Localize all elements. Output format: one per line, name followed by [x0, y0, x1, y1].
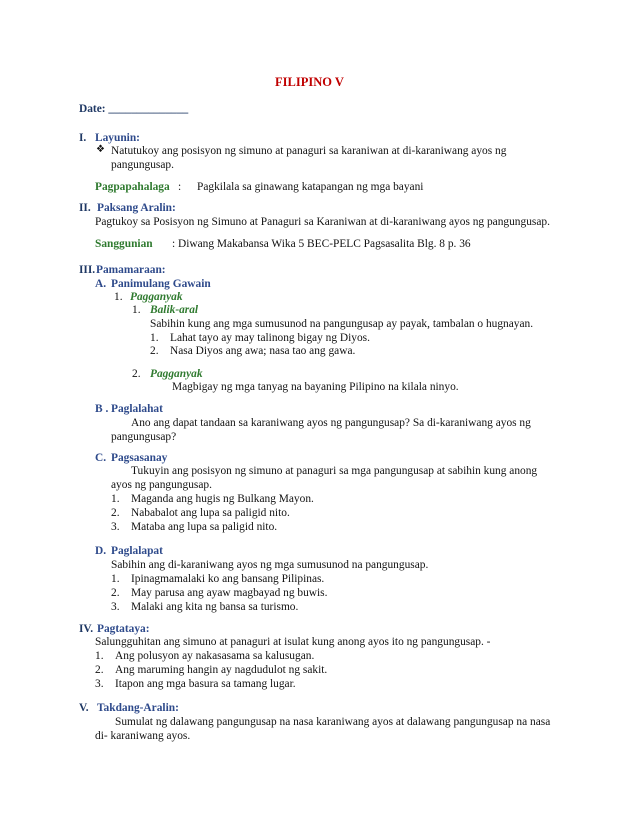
- generalization-text-1: Ano ang dapat tandaan sa karaniwang ayos ng pangungusap? Sa di-karaniwang ayos ng: [131, 417, 531, 429]
- section-4-title: Pagtataya:: [97, 623, 150, 635]
- reference-text: : Diwang Makabansa Wika 5 BEC-PELC Pagsasalita Blg. 8 p. 36: [172, 238, 471, 250]
- page-title: FILIPINO V: [275, 75, 344, 89]
- section-1-title: Layunin:: [95, 132, 140, 144]
- subsection-a-letter: A.: [95, 278, 107, 290]
- subsection-d-title: Paglalapat: [111, 545, 163, 557]
- practice-item-number: 3.: [111, 521, 120, 533]
- diamond-bullet-icon: ❖: [96, 144, 105, 155]
- section-2-number: II.: [79, 202, 91, 214]
- subsection-c-title: Pagsasanay: [111, 452, 168, 464]
- section-2-title: Paksang Aralin:: [97, 202, 176, 214]
- evaluation-item-number: 3.: [95, 678, 104, 690]
- values-colon: :: [178, 181, 182, 193]
- section-1-number: I.: [79, 132, 87, 144]
- subsection-b-letter: B .: [95, 403, 109, 415]
- section-5-title: Takdang-Aralin:: [97, 702, 179, 714]
- application-item-number: 1.: [111, 573, 120, 585]
- evaluation-item: Ang polusyon ay nakasasama sa kalusugan.: [115, 650, 315, 662]
- objective-line-2: pangungusap.: [111, 159, 174, 171]
- practice-text-2: ayos ng pangungusap.: [111, 479, 212, 491]
- subsection-a-title: Panimulang Gawain: [111, 278, 211, 290]
- generalization-text-2: pangungusap?: [111, 431, 177, 443]
- values-label: Pagpapahalaga: [95, 181, 170, 193]
- pagganyak-2-number: 2.: [132, 368, 141, 380]
- practice-item: Nababalot ang lupa sa paligid nito.: [131, 507, 290, 519]
- practice-item-number: 1.: [111, 493, 120, 505]
- objective-line-1: Natutukoy ang posisyon ng simuno at panaguri sa karaniwan at di-karaniwang ayos ng: [111, 145, 507, 157]
- application-item: Ipinagmamalaki ko ang bansang Pilipinas.: [131, 573, 325, 585]
- application-item-number: 3.: [111, 601, 120, 613]
- balik-aral-text: Sabihin kung ang mga sumusunod na pangungusap ay payak, tambalan o hugnayan.: [150, 318, 534, 330]
- practice-item-number: 2.: [111, 507, 120, 519]
- evaluation-item-number: 2.: [95, 664, 104, 676]
- topic-text: Pagtukoy sa Posisyon ng Simuno at Panaguri sa Karaniwan at di-karaniwang ayos ng pangungusap.: [95, 216, 550, 228]
- evaluation-text: Salungguhitan ang simuno at panaguri at isulat kung anong ayos ito ng pangungusap. -: [95, 636, 491, 648]
- pagganyak-1-title: Pagganyak: [130, 291, 183, 303]
- balik-aral-item: Nasa Diyos ang awa; nasa tao ang gawa.: [170, 345, 356, 357]
- balik-aral-item-number: 1.: [150, 332, 159, 344]
- section-3-number: III.: [79, 264, 96, 276]
- practice-text-1: Tukuyin ang posisyon ng simuno at panaguri sa mga pangungusap at sabihin kung anong: [131, 465, 538, 477]
- assignment-text-1: Sumulat ng dalawang pangungusap na nasa karaniwang ayos at dalawang pangungusap na nasa: [115, 716, 551, 728]
- date-field: Date: ______________: [79, 103, 189, 115]
- balik-aral-title: Balik-aral: [150, 304, 199, 316]
- subsection-d-letter: D.: [95, 545, 107, 557]
- evaluation-item: Ang maruming hangin ay nagdudulot ng sakit.: [115, 664, 328, 676]
- pagganyak-2-title: Pagganyak: [150, 368, 203, 380]
- pagganyak-1-number: 1.: [114, 291, 123, 303]
- section-4-number: IV.: [79, 623, 94, 635]
- application-item-number: 2.: [111, 587, 120, 599]
- subsection-b-title: Paglalahat: [111, 403, 163, 415]
- application-item: Malaki ang kita ng bansa sa turismo.: [131, 601, 299, 613]
- balik-aral-item: Lahat tayo ay may talinong bigay ng Diyos.: [170, 332, 370, 344]
- assignment-text-2: di- karaniwang ayos.: [95, 730, 191, 742]
- balik-aral-item-number: 2.: [150, 345, 159, 357]
- application-text: Sabihin ang di-karaniwang ayos ng mga sumusunod na pangungusap.: [111, 559, 429, 571]
- practice-item: Mataba ang lupa sa paligid nito.: [131, 521, 278, 533]
- section-5-number: V.: [79, 702, 89, 714]
- practice-item: Maganda ang hugis ng Bulkang Mayon.: [131, 493, 314, 505]
- evaluation-item: Itapon ang mga basura sa tamang lugar.: [115, 678, 296, 690]
- reference-label: Sanggunian: [95, 238, 153, 250]
- subsection-c-letter: C.: [95, 452, 107, 464]
- application-item: May parusa ang ayaw magbayad ng buwis.: [131, 587, 328, 599]
- pagganyak-2-text: Magbigay ng mga tanyag na bayaning Pilipino na kilala ninyo.: [172, 381, 459, 393]
- values-text: Pagkilala sa ginawang katapangan ng mga bayani: [197, 181, 424, 193]
- section-3-title: Pamamaraan:: [96, 264, 166, 276]
- balik-aral-number: 1.: [132, 304, 141, 316]
- evaluation-item-number: 1.: [95, 650, 104, 662]
